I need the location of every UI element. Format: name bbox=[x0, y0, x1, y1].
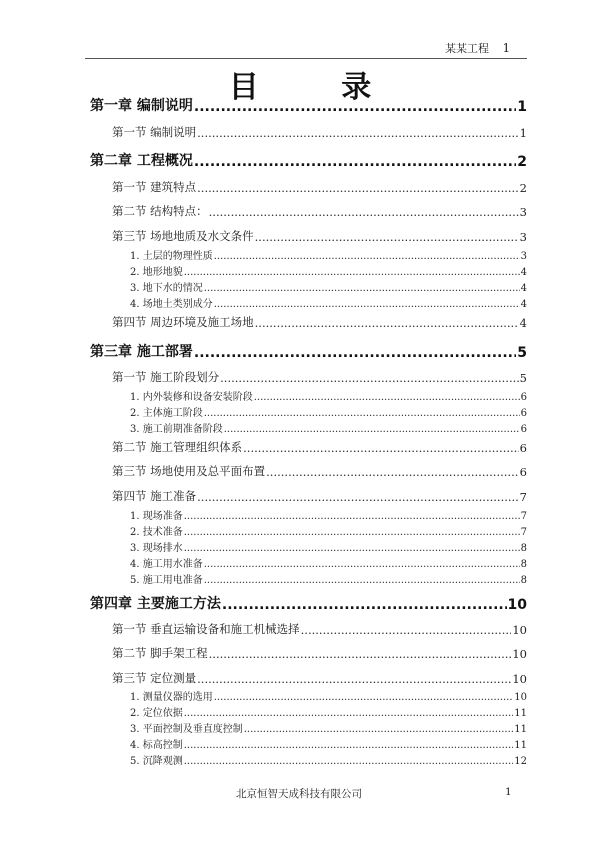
toc-leader-dots bbox=[214, 300, 520, 310]
toc-entry-sec[interactable] bbox=[112, 203, 527, 219]
toc-entry-page: 10 bbox=[512, 647, 527, 661]
toc-entry-page: 10 bbox=[512, 672, 527, 686]
toc-entry-label: 2. 技术准备 bbox=[130, 527, 183, 538]
toc-leader-dots bbox=[197, 184, 519, 196]
toc-entry-sub[interactable] bbox=[130, 720, 527, 735]
toc-leader-dots bbox=[244, 725, 514, 735]
toc-entry-label: 2. 主体施工阶段 bbox=[130, 408, 203, 419]
toc-entry-page: 8 bbox=[520, 543, 527, 554]
toc-entry-label: 第一节 垂直运输设备和施工机械选择 bbox=[112, 622, 300, 636]
footer-company: 北京恒智天成科技有限公司 bbox=[236, 788, 362, 800]
toc-entry-label: 5. 施工用电准备 bbox=[130, 575, 203, 586]
header-rule bbox=[85, 58, 527, 59]
toc-leader-dots bbox=[184, 709, 514, 719]
toc-leader-dots bbox=[243, 444, 519, 456]
toc-leader-dots bbox=[222, 599, 507, 613]
toc-entry-sec[interactable] bbox=[112, 124, 527, 140]
toc-entry-sub[interactable] bbox=[130, 404, 527, 419]
toc-entry-sec[interactable] bbox=[112, 369, 527, 385]
toc-entry-label: 3. 地下水的情况 bbox=[130, 283, 203, 294]
toc-leader-dots bbox=[204, 284, 520, 294]
toc-entry-label: 第二节 脚手架工程 bbox=[112, 646, 208, 660]
toc-leader-dots bbox=[255, 319, 519, 331]
toc-entry-page: 1 bbox=[519, 126, 527, 140]
toc-entry-label: 第二章 工程概况 bbox=[90, 153, 193, 169]
toc-entry-page: 8 bbox=[520, 575, 527, 586]
toc-entry-page: 2 bbox=[519, 181, 527, 195]
toc-leader-dots bbox=[197, 493, 519, 505]
toc-leader-dots bbox=[266, 468, 519, 480]
toc-leader-dots bbox=[220, 374, 519, 386]
toc-entry-sub[interactable] bbox=[130, 752, 527, 767]
toc-leader-dots bbox=[184, 268, 520, 278]
toc-entry-page: 10 bbox=[507, 597, 527, 613]
toc-entry-label: 第三节 场地地质及水文条件 bbox=[112, 229, 254, 243]
toc-entry-chap[interactable] bbox=[90, 95, 527, 115]
toc-entry-sec[interactable] bbox=[112, 670, 527, 686]
toc-leader-dots bbox=[194, 347, 516, 361]
toc-entry-page: 6 bbox=[519, 465, 527, 479]
toc-entry-label: 第三章 施工部署 bbox=[90, 344, 193, 360]
toc-entry-page: 6 bbox=[520, 408, 527, 419]
toc-entry-label: 第二节 施工管理组织体系 bbox=[112, 440, 243, 454]
toc-leader-dots bbox=[214, 693, 514, 703]
toc-leader-dots bbox=[214, 252, 520, 262]
toc-entry-page: 3 bbox=[519, 205, 527, 219]
toc-entry-label: 2. 定位依据 bbox=[130, 708, 183, 719]
toc-entry-page: 11 bbox=[514, 708, 527, 719]
toc-entry-label: 第三节 场地使用及总平面布置 bbox=[112, 464, 266, 478]
toc-entry-label: 1. 内外装修和设备安装阶段 bbox=[130, 392, 253, 403]
toc-leader-dots bbox=[209, 650, 512, 662]
toc-entry-sub[interactable] bbox=[130, 523, 527, 538]
toc-entry-page: 3 bbox=[520, 251, 527, 262]
toc-entry-page: 10 bbox=[512, 623, 527, 637]
toc-entry-sub[interactable] bbox=[130, 736, 527, 751]
toc-entry-sec[interactable] bbox=[112, 621, 527, 637]
toc-leader-dots bbox=[184, 544, 520, 554]
toc-leader-dots bbox=[204, 560, 520, 570]
toc-leader-dots bbox=[255, 233, 519, 245]
toc-leader-dots bbox=[197, 675, 511, 687]
toc-entry-chap[interactable] bbox=[90, 150, 527, 170]
toc-leader-dots bbox=[204, 409, 520, 419]
toc-entry-sub[interactable] bbox=[130, 704, 527, 719]
toc-entry-label: 第一章 编制说明 bbox=[90, 98, 193, 114]
toc-entry-sub[interactable] bbox=[130, 555, 527, 570]
toc-entry-chap[interactable] bbox=[90, 593, 527, 613]
toc-entry-label: 第一节 建筑特点 bbox=[112, 180, 197, 194]
toc-entry-page: 5 bbox=[519, 371, 527, 385]
toc-entry-page: 10 bbox=[514, 692, 527, 703]
toc-entry-page: 3 bbox=[519, 230, 527, 244]
toc-entry-page: 11 bbox=[514, 724, 527, 735]
toc-entry-page: 8 bbox=[520, 559, 527, 570]
toc-leader-dots bbox=[184, 757, 514, 767]
toc-entry-sec[interactable] bbox=[112, 179, 527, 195]
toc-leader-dots bbox=[224, 425, 520, 435]
toc-title: 目 录 bbox=[228, 70, 408, 105]
toc-leader-dots bbox=[254, 393, 520, 403]
toc-leader-dots bbox=[197, 129, 519, 141]
toc-entry-sec[interactable] bbox=[112, 488, 527, 504]
toc-leader-dots bbox=[184, 512, 520, 522]
toc-entry-sec[interactable] bbox=[112, 439, 527, 455]
toc-entry-sub[interactable] bbox=[130, 539, 527, 554]
toc-entry-label: 4. 施工用水准备 bbox=[130, 559, 203, 570]
toc-entry-sub[interactable] bbox=[130, 388, 527, 403]
toc-leader-dots bbox=[194, 101, 516, 115]
toc-entry-sec[interactable] bbox=[112, 645, 527, 661]
toc-entry-page: 4 bbox=[520, 299, 527, 310]
toc-entry-label: 4. 场地土类别成分 bbox=[130, 299, 213, 310]
toc-entry-page: 4 bbox=[519, 316, 527, 330]
toc-entry-page: 6 bbox=[520, 424, 527, 435]
toc-entry-sub[interactable] bbox=[130, 420, 527, 435]
toc-entry-label: 第四节 施工准备 bbox=[112, 489, 197, 503]
toc-entry-label: 3. 施工前期准备阶段 bbox=[130, 424, 223, 435]
toc-leader-dots bbox=[301, 626, 512, 638]
toc-entry-sec[interactable] bbox=[112, 463, 527, 479]
toc-leader-dots bbox=[209, 208, 519, 220]
toc-entry-label: 第四章 主要施工方法 bbox=[90, 596, 221, 612]
toc-entry-page: 5 bbox=[517, 345, 527, 361]
toc-entry-label: 第一节 编制说明 bbox=[112, 125, 197, 139]
toc-entry-sub[interactable] bbox=[130, 688, 527, 703]
toc-entry-label: 1. 土层的物理性质 bbox=[130, 251, 213, 262]
toc-entry-label: 3. 平面控制及垂直度控制 bbox=[130, 724, 243, 735]
toc-entry-label: 2. 地形地貌 bbox=[130, 267, 183, 278]
toc-entry-label: 1. 测量仪器的选用 bbox=[130, 692, 213, 703]
toc-entry-page: 7 bbox=[520, 527, 527, 538]
toc-entry-sec[interactable] bbox=[112, 314, 527, 330]
toc-leader-dots bbox=[194, 156, 516, 170]
toc-leader-dots bbox=[204, 576, 520, 586]
toc-entry-page: 6 bbox=[520, 392, 527, 403]
toc-entry-label: 第二节 结构特点： bbox=[112, 204, 208, 218]
toc-entry-page: 4 bbox=[520, 267, 527, 278]
footer-page-number: 1 bbox=[505, 786, 512, 798]
running-header bbox=[445, 40, 510, 56]
toc-leader-dots bbox=[184, 528, 520, 538]
toc-entry-label: 4. 标高控制 bbox=[130, 740, 183, 751]
toc-entry-sub[interactable] bbox=[130, 295, 527, 310]
toc-entry-label: 3. 现场排水 bbox=[130, 543, 183, 554]
toc-entry-sub[interactable] bbox=[130, 247, 527, 262]
toc-entry-page: 7 bbox=[519, 490, 527, 504]
toc-entry-page: 6 bbox=[519, 441, 527, 455]
toc-entry-label: 第一节 施工阶段划分 bbox=[112, 370, 220, 384]
toc-entry-label: 5. 沉降观测 bbox=[130, 756, 183, 767]
header-page-number: 1 bbox=[502, 41, 511, 55]
toc-entry-page: 11 bbox=[514, 740, 527, 751]
toc-entry-label: 第四节 周边环境及施工场地 bbox=[112, 315, 254, 329]
toc-entry-sub[interactable] bbox=[130, 507, 527, 522]
toc-entry-label: 第三节 定位测量 bbox=[112, 671, 197, 685]
toc-leader-dots bbox=[184, 741, 514, 751]
header-project-name: 某某工程 bbox=[445, 42, 489, 55]
toc-entry-label: 1. 现场准备 bbox=[130, 511, 183, 522]
toc-entry-sub[interactable] bbox=[130, 571, 527, 586]
toc-entry-page: 4 bbox=[520, 283, 527, 294]
toc-entry-sec[interactable] bbox=[112, 228, 527, 244]
toc-entry-page: 2 bbox=[517, 154, 527, 170]
toc-entry-page: 7 bbox=[520, 511, 527, 522]
toc-entry-sub[interactable] bbox=[130, 279, 527, 294]
toc-entry-page: 1 bbox=[517, 99, 527, 115]
toc-entry-chap[interactable] bbox=[90, 341, 527, 361]
toc-entry-page: 12 bbox=[514, 756, 527, 767]
toc-entry-sub[interactable] bbox=[130, 263, 527, 278]
